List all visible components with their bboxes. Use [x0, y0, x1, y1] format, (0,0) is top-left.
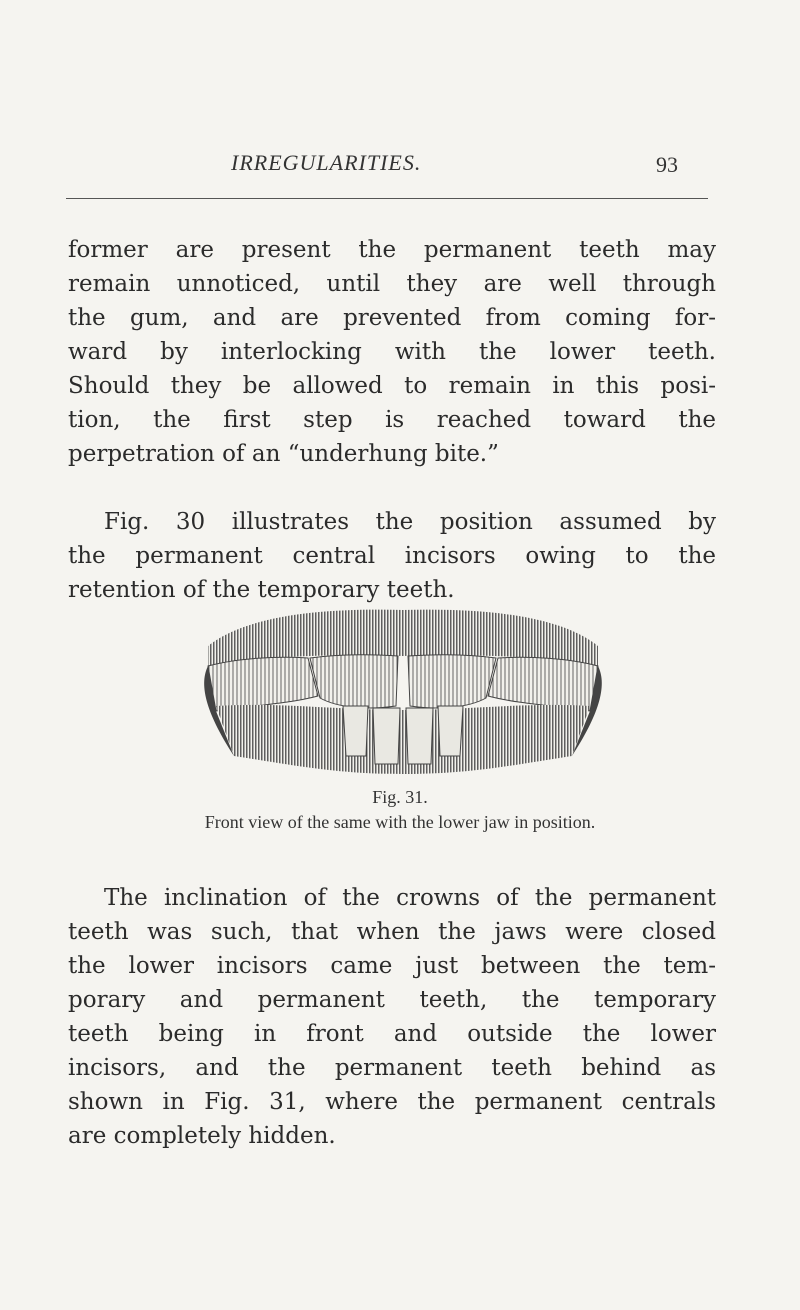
- text-line: remain unnoticed, until they are well through: [68, 271, 716, 297]
- text-line: former are present the permanent teeth may: [68, 237, 716, 263]
- figure-label: Fig. 31.: [372, 787, 428, 807]
- text-line: porary and permanent teeth, the temporary: [68, 987, 716, 1013]
- text-line: The inclination of the crowns of the permanent: [104, 885, 716, 911]
- text-line: retention of the temporary teeth.: [68, 577, 455, 603]
- paragraph-3: [68, 881, 716, 1153]
- text-line: Should they be allowed to remain in this posi-: [68, 373, 716, 399]
- text-line: tion, the first step is reached toward the: [68, 407, 716, 433]
- text-line: the gum, and are prevented from coming for-: [68, 305, 716, 331]
- text-line: the lower incisors came just between the tem-: [68, 953, 716, 979]
- text-line: ward by interlocking with the lower teeth.: [68, 339, 716, 365]
- text-line: incisors, and the permanent teeth behind as: [68, 1055, 716, 1081]
- teeth-illustration: [168, 606, 638, 776]
- text-line: Fig. 30 illustrates the position assumed by: [104, 509, 716, 535]
- text-line: are completely hidden.: [68, 1123, 336, 1149]
- page-number: 93: [656, 152, 678, 177]
- text-line: the permanent central incisors owing to the: [68, 543, 716, 569]
- header-rule: [66, 198, 708, 199]
- text-line: perpetration of an “underhung bite.”: [68, 441, 499, 467]
- paragraph-1: [68, 233, 716, 471]
- figure-caption: Front view of the same with the lower jaw in position.: [204, 812, 596, 832]
- text-line: teeth was such, that when the jaws were closed: [68, 919, 716, 945]
- text-line: shown in Fig. 31, where the permanent centrals: [68, 1089, 716, 1115]
- running-head: IRREGULARITIES.: [231, 150, 422, 175]
- paragraph-2: [68, 505, 716, 607]
- text-line: teeth being in front and outside the lower: [68, 1021, 716, 1047]
